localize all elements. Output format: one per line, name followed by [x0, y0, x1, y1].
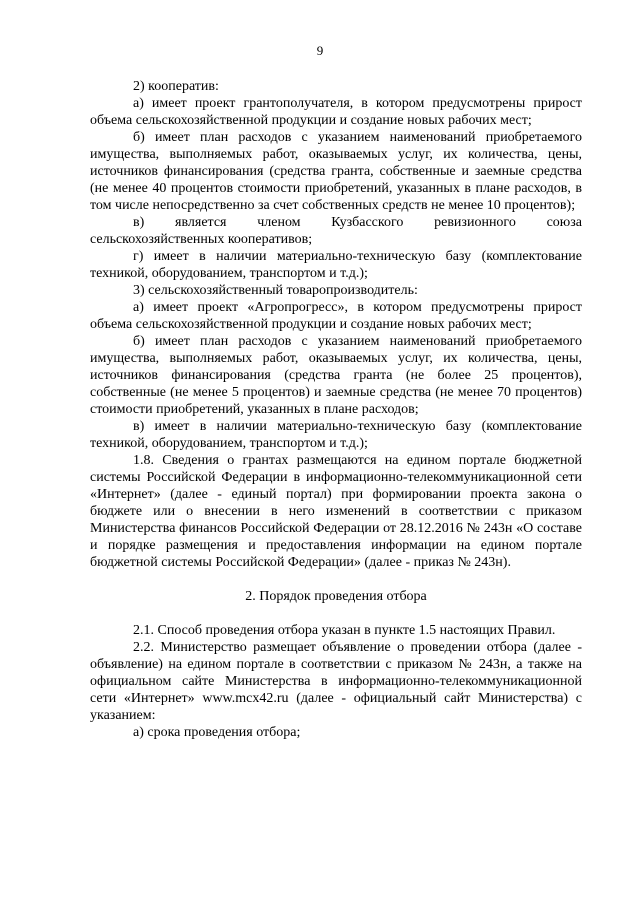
paragraph-2-2-a: а) срока проведения отбора; [133, 725, 301, 740]
paragraph-producer-a: а) имеет проект «Агропрогресс», в котором предусмотрены прирост объема сельскохозяйственной продукции и создание новых рабочих мест; [90, 300, 582, 332]
paragraph-1-8: 1.8. Сведения о грантах размещаются на едином портале бюджетной системы Российской Федерации в информационно-телекоммуникационной сети «Интернет» (далее - единый портал) при формировании проекта закона о бюджете или о внесении в него изменений в соответствии с приказом Министерства финансов Российской Федерации от 28.12.2016 № 243н «О составе и порядке размещения и предоставления информации на едином портале бюджетной системы Российской Федерации» (далее - приказ № 243н). [90, 453, 582, 570]
paragraph-cooperative-b: б) имеет план расходов с указанием наименований приобретаемого имущества, выполняемых работ, оказываемых услуг, их количества, цены, источников финансирования (средства гранта, собственные и заемные средства (не менее 40 процентов стоимости приобретений, указанных в плане расходов, в том числе непосредственно за счет собственных средств не менее 10 процентов); [90, 130, 582, 213]
paragraph-cooperative-g: г) имеет в наличии материально-техническую базу (комплектование техникой, оборудованием, транспортом и т.д.); [90, 249, 582, 281]
document-body [90, 78, 582, 741]
paragraph-producer-heading: 3) сельскохозяйственный товаропроизводитель: [133, 283, 418, 298]
paragraph-cooperative-heading: 2) кооператив: [133, 79, 219, 94]
paragraph-2-2: 2.2. Министерство размещает объявление о проведении отбора (далее - объявление) на едином портале в соответствии с приказом № 243н, а также на официальном сайте Министерства в информационно-телекоммуникационной сети «Интернет» www.mcx42.ru (далее - официальный сайт Министерства) с указанием: [90, 640, 582, 723]
page-number: 9 [316, 43, 324, 58]
paragraph-2-1: 2.1. Способ проведения отбора указан в пункте 1.5 настоящих Правил. [133, 623, 556, 638]
section-heading: 2. Порядок проведения отбора [245, 589, 427, 604]
paragraph-cooperative-v: в) является членом Кузбасского ревизионного союза сельскохозяйственных кооперативов; [90, 215, 582, 247]
paragraph-producer-v: в) имеет в наличии материально-техническую базу (комплектование техникой, оборудованием, транспортом и т.д.); [90, 419, 582, 451]
paragraph-cooperative-a: а) имеет проект грантополучателя, в котором предусмотрены прирост объема сельскохозяйственной продукции и создание новых рабочих мест; [90, 96, 582, 128]
paragraph-producer-b: б) имеет план расходов с указанием наименований приобретаемого имущества, выполняемых работ, оказываемых услуг, их количества, цены, источников финансирования (средства гранта (не более 25 процентов), собственные (не менее 5 процентов) и заемные средства (не менее 70 процентов) стоимости приобретений, указанных в плане расходов; [90, 334, 582, 417]
